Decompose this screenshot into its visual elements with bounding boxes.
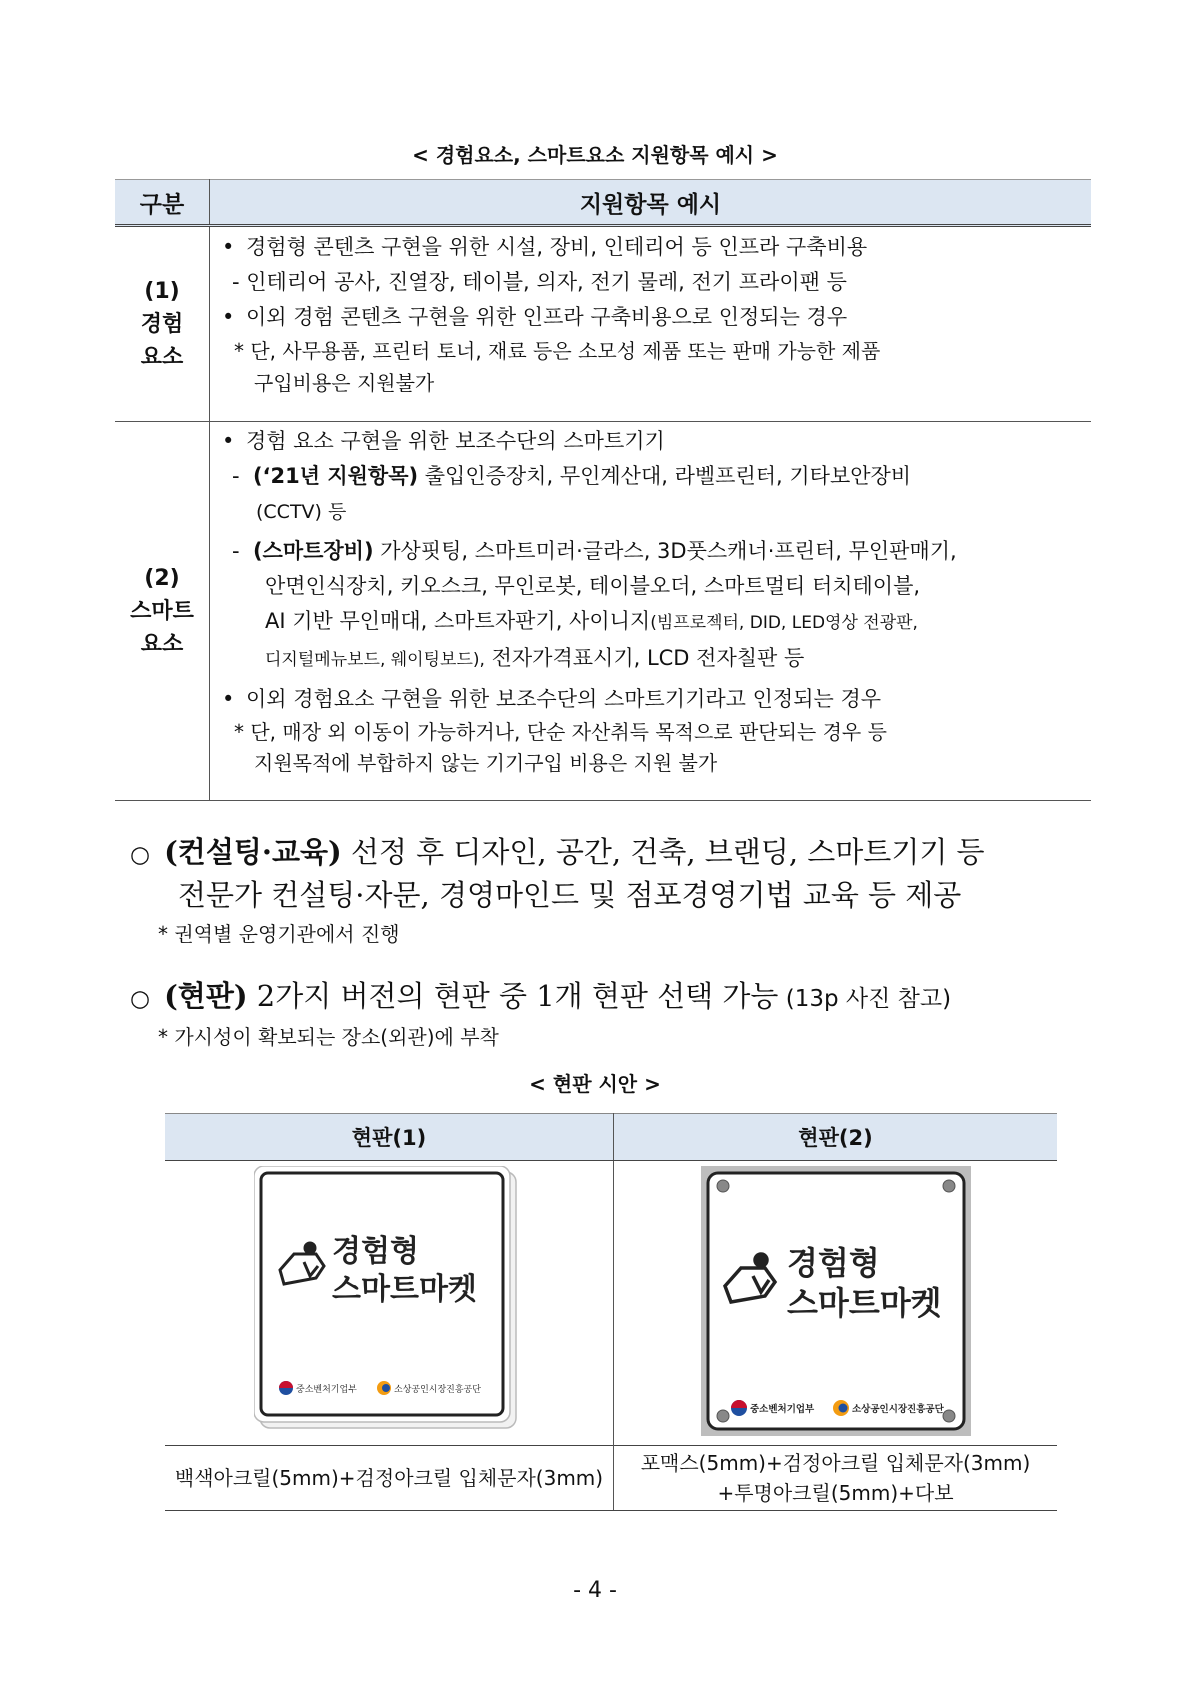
signboard-1-cell	[165, 1161, 614, 1446]
table1-caption: < 경험요소, 스마트요소 지원항목 예시 >	[412, 143, 778, 167]
consulting-paragraph-line2: 전문가 컨설팅·자문, 경영마인드 및 점포경영기법 교육 등 제공	[178, 878, 962, 912]
note-item: * 단, 매장 외 이동이 가능하거나, 단순 자산취득 목적으로 판단되는 경우 등	[234, 720, 887, 744]
row-label-experience	[115, 226, 210, 422]
note-item: 지원목적에 부합하지 않는 기기구입 비용은 지원 불가	[254, 751, 718, 775]
sign-title-2: 스마트마켓	[786, 1284, 942, 1322]
logo-mss: 중소벤처기업부	[749, 1404, 814, 1415]
logo-semas: 소상공인시장진흥공단	[394, 1385, 481, 1395]
consulting-paragraph: ○ (컨설팅·교육) 선정 후 디자인, 공간, 건축, 브랜딩, 스마트기기 등	[130, 835, 985, 869]
dash-item-cont: (CCTV) 등	[256, 501, 347, 523]
desc-line: +투명아크릴(5mm)+다보	[717, 1481, 954, 1505]
note-item: 구입비용은 지원불가	[254, 371, 435, 395]
dash-item: - (‘21년 지원항목) 출입인증장치, 무인계산대, 라벨프린터, 기타보안장비	[232, 464, 912, 488]
header-category: 구분	[115, 180, 210, 226]
signboard-2-image	[701, 1166, 971, 1436]
signboard-paragraph: ○ (현판) 2가지 버전의 현판 중 1개 현판 선택 가능 (13p 사진 참고)	[130, 979, 952, 1013]
table2-caption: < 현판 시안 >	[529, 1072, 661, 1096]
table-row-experience	[115, 226, 1091, 422]
sign-title-1: 경험형	[332, 1234, 419, 1269]
table-row-smart	[115, 422, 1091, 801]
consulting-note: * 권역별 운영기관에서 진행	[158, 922, 400, 946]
signboard-note: * 가시성이 확보되는 장소(외관)에 부착	[158, 1025, 499, 1049]
header-examples: 지원항목 예시	[210, 180, 1092, 226]
sign-title-2: 스마트마켓	[332, 1272, 477, 1307]
signboard-1-description: 백색아크릴(5mm)+검정아크릴 입체문자(3mm)	[165, 1446, 614, 1511]
signboard-2-cell	[614, 1161, 1058, 1446]
header-signboard-1: 현판(1)	[165, 1114, 614, 1161]
bullet-item: • 이외 경험 콘텐츠 구현을 위한 인프라 구축비용으로 인정되는 경우	[210, 300, 1091, 335]
bullet-item: • 이외 경험요소 구현을 위한 보조수단의 스마트기기라고 인정되는 경우	[210, 682, 1091, 717]
label-line: 요소	[140, 631, 184, 657]
dash-item: - (스마트장비) 가상핏팅, 스마트미러·글라스, 3D풋스캐너·프린터, 무인판매기,	[232, 539, 957, 563]
dash-item-cont: 디지털메뉴보드, 웨이팅보드), 전자가격표시기, LCD 전자칠판 등	[265, 646, 805, 670]
dash-item-cont: 안면인식장치, 키오스크, 무인로봇, 테이블오더, 스마트멀티 터치테이블,	[265, 574, 921, 598]
signboard-1-image	[254, 1166, 524, 1436]
sign-title-1: 경험형	[786, 1244, 880, 1282]
label-line: 요소	[140, 344, 184, 370]
signboard-2-description	[614, 1446, 1058, 1511]
label-line: (1)	[144, 278, 180, 304]
bullet-item: • 경험형 콘텐츠 구현을 위한 시설, 장비, 인테리어 등 인프라 구축비용	[210, 230, 1091, 265]
label-line: 스마트	[130, 598, 194, 624]
support-items-table	[115, 179, 1091, 801]
signboard-table	[165, 1113, 1057, 1511]
logo-mss: 중소벤처기업부	[296, 1385, 357, 1395]
bullet-item: • 경험 요소 구현을 위한 보조수단의 스마트기기	[210, 424, 1091, 459]
desc-line: 포맥스(5mm)+검정아크릴 입체문자(3mm)	[640, 1451, 1031, 1475]
dash-item: - 인테리어 공사, 진열장, 테이블, 의자, 전기 물레, 전기 프라이팬 등	[232, 270, 847, 294]
logo-semas: 소상공인시장진흥공단	[851, 1404, 944, 1415]
dash-item-cont: AI 기반 무인매대, 스마트자판기, 사이니지(빔프로젝터, DID, LED영상 전광판,	[265, 609, 918, 633]
page-number: - 4 -	[573, 1578, 617, 1603]
note-item: * 단, 사무용품, 프린터 토너, 재료 등은 소모성 제품 또는 판매 가능한 제품	[234, 339, 881, 363]
label-line: (2)	[144, 565, 180, 591]
label-line: 경험	[140, 311, 184, 337]
row-label-smart	[115, 422, 210, 801]
header-signboard-2: 현판(2)	[614, 1114, 1058, 1161]
